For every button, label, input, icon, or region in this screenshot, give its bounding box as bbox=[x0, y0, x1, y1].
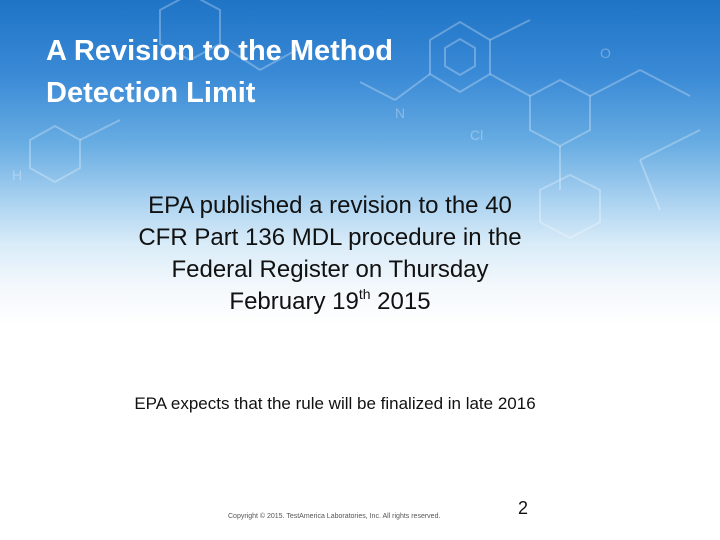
svg-text:H: H bbox=[12, 167, 23, 183]
finalization-note: EPA expects that the rule will be finalized in late 2016 bbox=[134, 394, 536, 413]
body-line-3: Federal Register on Thursday bbox=[171, 256, 489, 283]
date-ordinal-suffix: th bbox=[358, 286, 371, 302]
date-year: 2015 bbox=[370, 288, 431, 315]
copyright-footer: Copyright © 2015. TestAmerica Laboratories, Inc. All rights reserved. bbox=[228, 513, 441, 520]
slide-title bbox=[46, 30, 606, 114]
page-number: 2 bbox=[518, 498, 529, 518]
svg-text:O: O bbox=[600, 45, 611, 61]
svg-text:Cl: Cl bbox=[470, 127, 484, 143]
body-line-4 bbox=[80, 286, 580, 318]
body-line-2: CFR Part 136 MDL procedure in the bbox=[138, 224, 522, 251]
slide-title-line-1: A Revision to the Method bbox=[46, 35, 393, 67]
main-body-text bbox=[80, 190, 580, 318]
slide-title-line-2: Detection Limit bbox=[46, 77, 256, 109]
body-line-1: EPA published a revision to the 40 bbox=[148, 192, 512, 219]
date-text: February 19 bbox=[229, 288, 359, 315]
svg-text:N: N bbox=[395, 105, 406, 121]
